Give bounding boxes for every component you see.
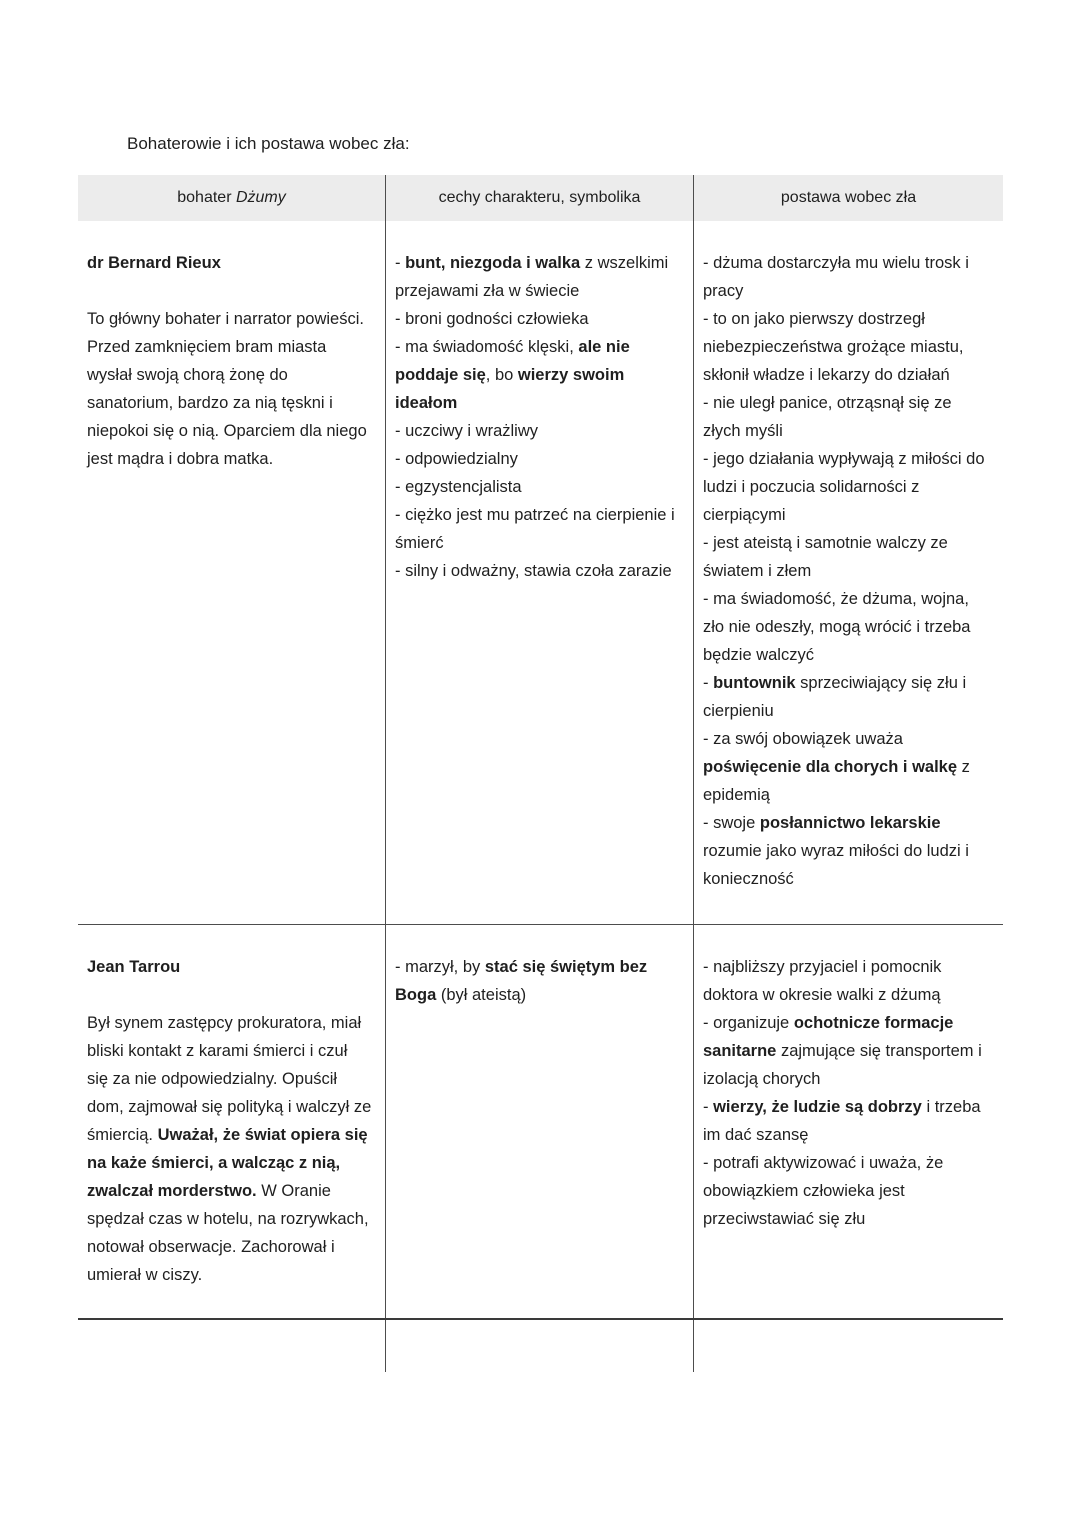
cell-paragraph [703,1149,990,1233]
text-segment: - egzystencjalista [395,478,522,496]
text-segment: - marzył, by [395,958,485,976]
text-segment: - dżuma dostarczyła mu wielu trosk i pracy [703,254,969,300]
cell-paragraph [703,725,990,809]
text-segment: Dżumy [235,189,286,206]
characters-table [78,175,1003,1372]
table-header-row [78,175,1003,221]
table-row [78,221,1003,925]
text-segment: - odpowiedzialny [395,450,518,468]
text-segment: Jean Tarrou [87,958,181,976]
table-cell [693,925,1003,1318]
cell-paragraph [395,417,680,445]
blank-line [87,981,372,1009]
cell-paragraph [395,557,680,585]
table-cell [693,221,1003,924]
text-segment: wierzy swoim ideałom [395,366,625,412]
table-cell [693,1320,1003,1372]
table-row [78,925,1003,1320]
text-segment: z epidemią [703,758,970,804]
cell-paragraph [703,809,990,893]
text-segment: - swoje [703,814,760,832]
cell-paragraph [703,305,990,389]
text-segment: bohater [177,189,236,206]
cell-paragraph [703,585,990,669]
text-segment: Uważał, że świat opiera się na każe śmierci, a walcząc z nią, zwalczał morderstwo. [87,1126,368,1200]
text-segment: wierzy, że ludzie są dobrzy [713,1098,922,1116]
text-segment: - za swój obowiązek uważa [703,730,903,748]
cell-paragraph [703,249,990,305]
text-segment: - nie uległ panice, otrząsnął się ze złych myśli [703,394,952,440]
text-segment: Był synem zastępcy prokuratora, miał bliski kontakt z karami śmierci i czuł się za nie odpowiedzialny. Opuścił dom, zajmował się polityką i walczył ze śmiercią. [87,1014,372,1144]
text-segment: - to on jako pierwszy dostrzegł niebezpieczeństwa grożące miastu, skłonił władze i lekarzy do działań [703,310,964,384]
cell-paragraph [395,501,680,557]
text-segment: - [703,674,714,692]
text-segment: - [395,254,406,272]
text-segment: zajmujące się transportem i izolacją chorych [703,1042,982,1088]
table-header-cell [385,175,693,221]
text-segment: - ma świadomość klęski, [395,338,579,356]
text-segment: stać się świętym bez Boga [395,958,648,1004]
cell-paragraph [395,473,680,501]
text-segment: - organizuje [703,1014,794,1032]
table-row [78,1320,1003,1372]
text-segment: - [703,1098,714,1116]
table-body [78,221,1003,1372]
text-segment: posłannictwo lekarskie [759,814,941,832]
text-segment: sprzeciwiający się złu i cierpieniu [703,674,967,720]
blank-line [87,277,372,305]
table-cell [385,925,693,1318]
text-segment: - potrafi aktywizować i uważa, że obowiązkiem człowieka jest przeciwstawiać się złu [703,1154,944,1228]
text-segment: - jego działania wypływają z miłości do ludzi i poczucia solidarności z cierpiącymi [703,450,985,524]
table-header-cell [693,175,1003,221]
page-title: Bohaterowie i ich postawa wobec zła: [127,134,410,153]
text-segment: poświęcenie dla chorych i walkę [703,758,958,776]
table-header-cell [78,175,385,221]
cell-paragraph [703,669,990,725]
cell-paragraph [395,305,680,333]
text-segment: To główny bohater i narrator powieści. Przed zamknięciem bram miasta wysłał swoją chorą żonę do sanatorium, bardzo za nią tęskni i niepokoi się o nią. Oparciem dla niego jest mądra i dobra matka. [87,310,367,468]
table-cell [78,925,385,1318]
cell-paragraph [395,333,680,417]
text-segment: cechy charakteru, symbolika [438,189,641,206]
cell-paragraph [87,249,372,277]
text-segment: W Oranie spędzał czas w hotelu, na rozrywkach, notował obserwacje. Zachorował i umierał w ciszy. [87,1182,369,1284]
cell-paragraph [703,953,990,1009]
text-segment: - uczciwy i wrażliwy [395,422,539,440]
table-cell [385,1320,693,1372]
cell-paragraph [395,953,680,1009]
text-segment: - silny i odważny, stawia czoła zarazie [395,562,672,580]
cell-paragraph [395,249,680,305]
cell-paragraph [703,389,990,445]
cell-paragraph [703,1093,990,1149]
cell-paragraph [87,953,372,981]
text-segment: (był ateistą) [436,986,527,1004]
text-segment: ale nie poddaje się [395,338,630,384]
text-segment: - jest ateistą i samotnie walczy ze światem i złem [703,534,948,580]
table-cell [78,1320,385,1372]
text-segment: postawa wobec zła [780,189,917,206]
table-cell [78,221,385,924]
cell-paragraph [703,445,990,529]
text-segment: rozumie jako wyraz miłości do ludzi i konieczność [703,842,969,888]
text-segment: bunt, niezgoda i walka [405,254,581,272]
cell-paragraph [87,1009,372,1289]
cell-paragraph [87,305,372,473]
cell-paragraph [703,529,990,585]
text-segment: z wszelkimi przejawami zła w świecie [395,254,669,300]
text-segment: i trzeba im dać szansę [703,1098,981,1144]
text-segment: - ciężko jest mu patrzeć na cierpienie i śmierć [395,506,675,552]
text-segment: buntownik [713,674,796,692]
cell-paragraph [703,1009,990,1093]
text-segment: - broni godności człowieka [395,310,589,328]
text-segment: ochotnicze formacje sanitarne [703,1014,954,1060]
text-segment: - ma świadomość, że dżuma, wojna, zło nie odeszły, mogą wrócić i trzeba będzie walczyć [703,590,971,664]
table-cell [385,221,693,924]
cell-paragraph [395,445,680,473]
text-segment: , bo [485,366,518,384]
text-segment: dr Bernard Rieux [87,254,221,272]
text-segment: - najbliższy przyjaciel i pomocnik doktora w okresie walki z dżumą [703,958,942,1004]
